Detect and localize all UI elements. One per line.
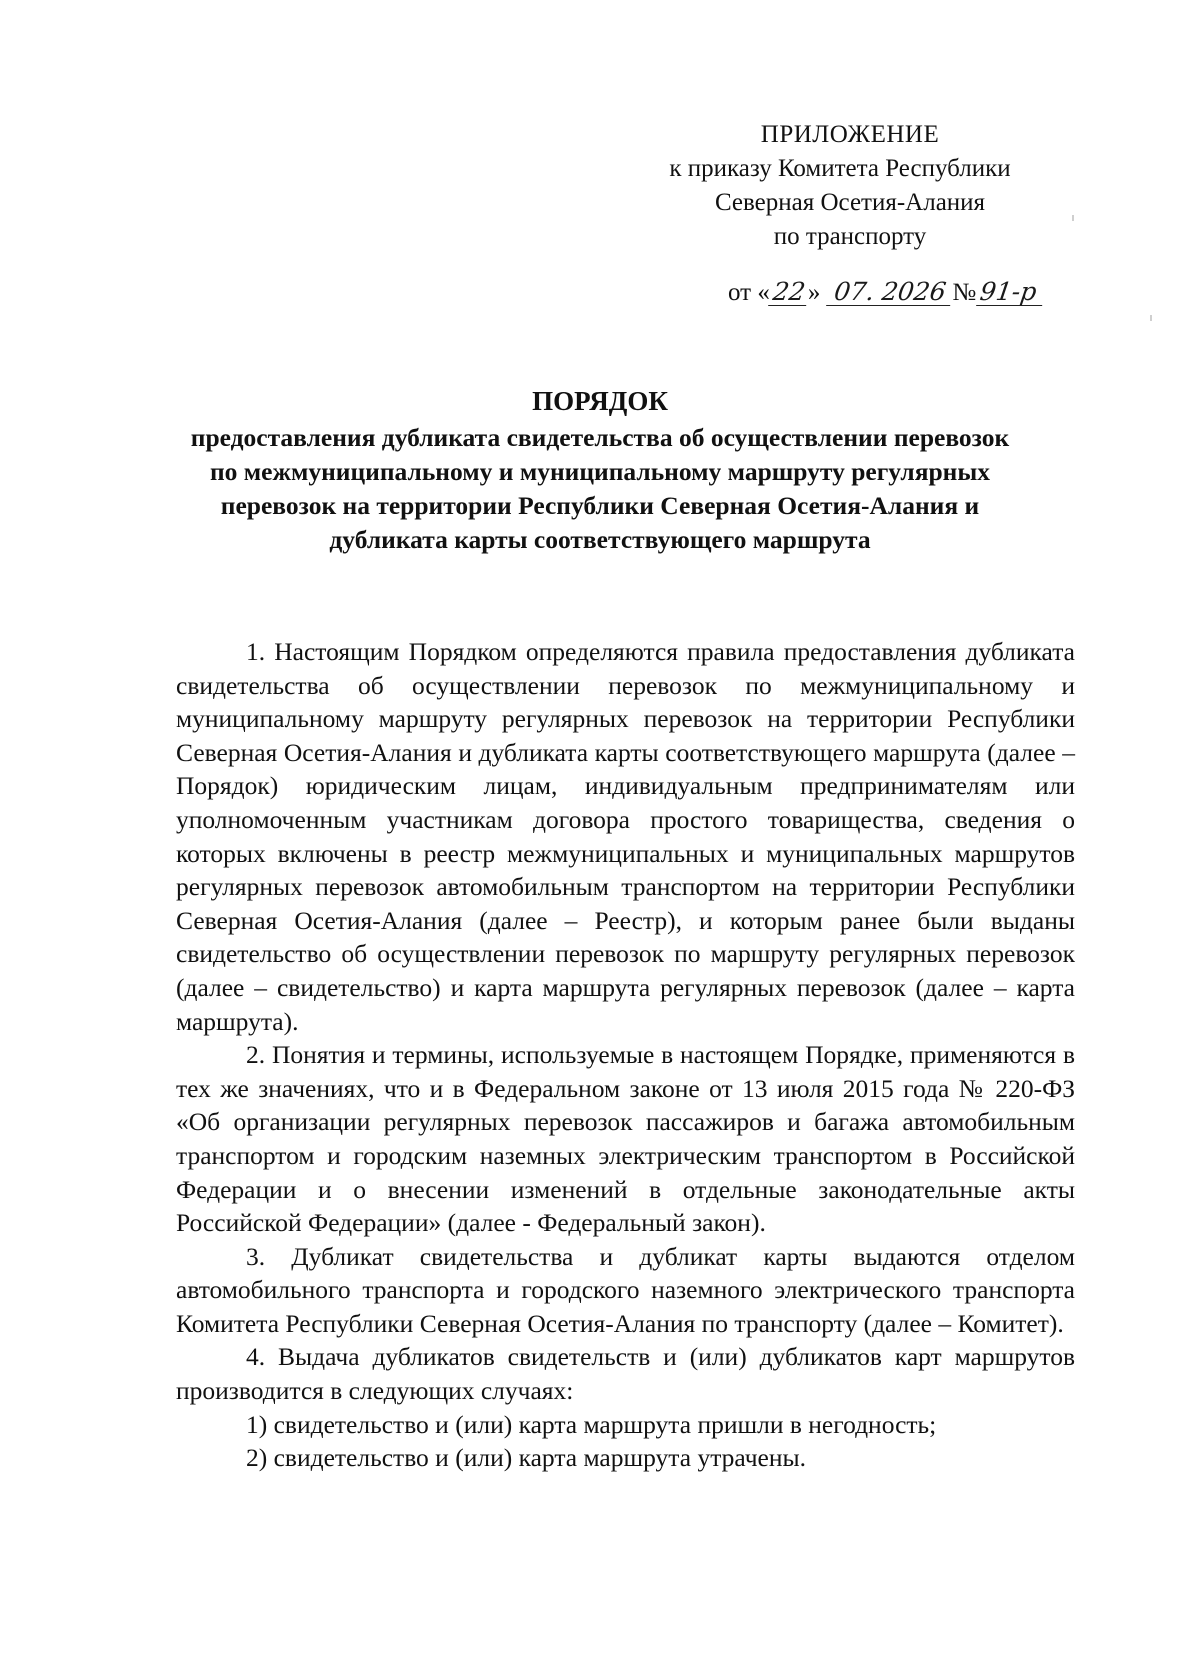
scan-artifact — [1072, 215, 1074, 221]
appendix-title: ПРИЛОЖЕНИЕ — [760, 121, 940, 148]
order-reference — [728, 276, 1044, 310]
order-prefix: от « — [728, 279, 770, 306]
subtitle-line: по межмуниципальному и муниципальному маршруту регулярных — [209, 457, 991, 486]
document-subtitle — [150, 421, 1050, 557]
subtitle-line: перевозок на территории Республики Северная Осетия-Алания и — [220, 491, 980, 520]
order-number-label: № — [952, 279, 977, 306]
appendix-line-transport: по транспорту — [773, 223, 927, 250]
appendix-header — [640, 118, 1060, 254]
document-title: ПОРЯДОК — [532, 386, 668, 416]
order-day-handwritten: 22 — [768, 279, 810, 306]
list-item-2: 2) свидетельство и (или) карта маршрута утрачены. — [246, 1443, 806, 1473]
order-date-handwritten: 07. 2026 — [826, 279, 954, 306]
subtitle-line: предоставления дубликата свидетельства об осуществлении перевозок — [190, 423, 1010, 452]
paragraph-2: 2. Понятия и термины, используемые в настоящем Порядке, применяются в тех же значениях, что и в Федеральном законе от 13 июля 2015 года № 220-ФЗ «Об организации регулярных перевозок пассажиров и багажа автомобильным транспортом и городским наземных электрическим транспортом в Российской Федерации и о внесении изменений в отдельные законодательные акты Российской Федерации» (далее - Федеральный закон). — [176, 1040, 1075, 1238]
list-item-1: 1) свидетельство и (или) карта маршрута пришли в негодность; — [246, 1409, 937, 1439]
order-close-quote: » — [807, 279, 821, 306]
appendix-line-order: к приказу Комитета Республики — [669, 155, 1011, 182]
scan-artifact — [1150, 315, 1152, 321]
paragraph-1: 1. Настоящим Порядком определяются правила предоставления дубликата свидетельства об осуществлении перевозок по межмуниципальному и муниципальному маршруту регулярных перевозок на территории Республики Северная Осетия-Алания и дубликата карты соответствующего маршрута (далее – Порядок) юридическим лицам, индивидуальным предпринимателям или уполномоченным участникам договора простого товарищества, сведения о которых включены в реестр межмуниципальных и муниципальных маршрутов регулярных перевозок автомобильным транспортом на территории Республики Северная Осетия-Алания (далее – Реестр), и которым ранее были выданы свидетельство об осуществлении перевозок по маршруту регулярных перевозок (далее – свидетельство) и карта маршрута регулярных перевозок (далее – карта маршрута). — [176, 637, 1075, 1036]
document-body — [176, 635, 1075, 1475]
paragraph-3: 3. Дубликат свидетельства и дубликат карты выдаются отделом автомобильного транспорта и городского наземного электрического транспорта Комитета Республики Северная Осетия-Алания по транспорту (далее – Комитет). — [176, 1241, 1075, 1338]
subtitle-line: дубликата карты соответствующего маршрута — [329, 525, 871, 554]
order-number-handwritten: 91-р — [976, 279, 1046, 306]
appendix-line-republic: Северная Осетия-Алания — [714, 189, 986, 216]
paragraph-4: 4. Выдача дубликатов свидетельств и (или) дубликатов карт маршрутов производится в следующих случаях: — [176, 1342, 1075, 1406]
